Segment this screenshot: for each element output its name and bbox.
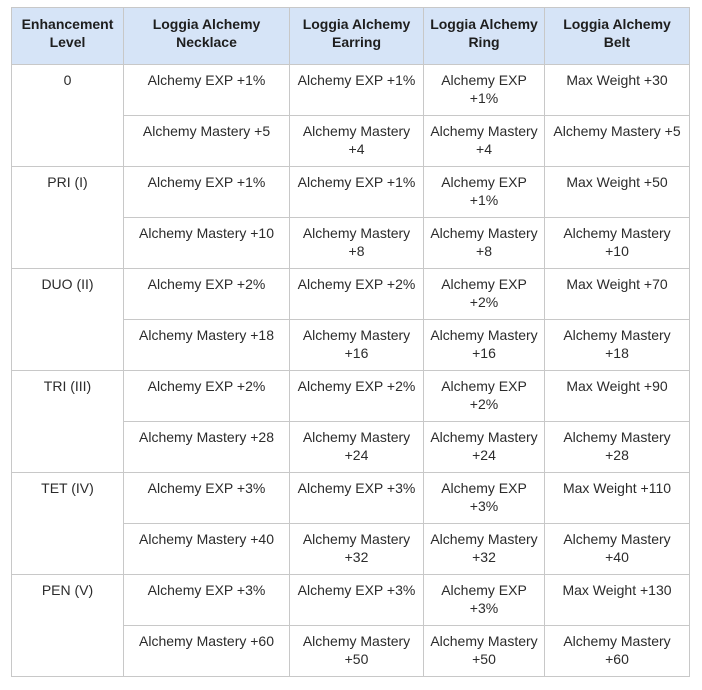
table-row — [12, 473, 690, 524]
ring-stat-cell: Alchemy Mastery +16 — [424, 320, 545, 371]
earring-stat-cell: Alchemy Mastery +50 — [290, 626, 424, 677]
necklace-stat-cell: Alchemy EXP +3% — [124, 575, 290, 626]
necklace-stat-cell: Alchemy Mastery +18 — [124, 320, 290, 371]
header-earring: Loggia Alchemy Earring — [290, 8, 424, 65]
belt-stat-cell: Max Weight +130 — [545, 575, 690, 626]
belt-stat-cell: Alchemy Mastery +40 — [545, 524, 690, 575]
ring-stat-cell: Alchemy Mastery +50 — [424, 626, 545, 677]
belt-stat-cell: Alchemy Mastery +5 — [545, 116, 690, 167]
enhancement-level-cell: TET (IV) — [12, 473, 124, 575]
earring-stat-cell: Alchemy Mastery +24 — [290, 422, 424, 473]
ring-stat-cell: Alchemy EXP +3% — [424, 473, 545, 524]
belt-stat-cell: Alchemy Mastery +10 — [545, 218, 690, 269]
table-row — [12, 575, 690, 626]
ring-stat-cell: Alchemy EXP +3% — [424, 575, 545, 626]
necklace-stat-cell: Alchemy Mastery +10 — [124, 218, 290, 269]
enhancement-table — [11, 7, 690, 677]
table-row — [12, 167, 690, 218]
earring-stat-cell: Alchemy EXP +1% — [290, 167, 424, 218]
belt-stat-cell: Max Weight +50 — [545, 167, 690, 218]
header-necklace: Loggia Alchemy Necklace — [124, 8, 290, 65]
necklace-stat-cell: Alchemy EXP +2% — [124, 269, 290, 320]
ring-stat-cell: Alchemy Mastery +4 — [424, 116, 545, 167]
enhancement-level-cell: DUO (II) — [12, 269, 124, 371]
belt-stat-cell: Max Weight +30 — [545, 65, 690, 116]
necklace-stat-cell: Alchemy EXP +1% — [124, 65, 290, 116]
table-row — [12, 371, 690, 422]
belt-stat-cell: Max Weight +70 — [545, 269, 690, 320]
ring-stat-cell: Alchemy EXP +2% — [424, 269, 545, 320]
header-enhancement-level: Enhancement Level — [12, 8, 124, 65]
necklace-stat-cell: Alchemy Mastery +28 — [124, 422, 290, 473]
enhancement-level-cell: 0 — [12, 65, 124, 167]
earring-stat-cell: Alchemy EXP +3% — [290, 473, 424, 524]
necklace-stat-cell: Alchemy EXP +2% — [124, 371, 290, 422]
enhancement-level-cell: PRI (I) — [12, 167, 124, 269]
earring-stat-cell: Alchemy Mastery +32 — [290, 524, 424, 575]
ring-stat-cell: Alchemy Mastery +24 — [424, 422, 545, 473]
earring-stat-cell: Alchemy Mastery +16 — [290, 320, 424, 371]
necklace-stat-cell: Alchemy EXP +1% — [124, 167, 290, 218]
table-header — [12, 8, 690, 65]
belt-stat-cell: Alchemy Mastery +60 — [545, 626, 690, 677]
belt-stat-cell: Alchemy Mastery +18 — [545, 320, 690, 371]
belt-stat-cell: Alchemy Mastery +28 — [545, 422, 690, 473]
earring-stat-cell: Alchemy EXP +1% — [290, 65, 424, 116]
table-row — [12, 269, 690, 320]
enhancement-level-cell: TRI (III) — [12, 371, 124, 473]
header-row — [12, 8, 690, 65]
necklace-stat-cell: Alchemy EXP +3% — [124, 473, 290, 524]
earring-stat-cell: Alchemy EXP +2% — [290, 269, 424, 320]
ring-stat-cell: Alchemy Mastery +32 — [424, 524, 545, 575]
header-ring: Loggia Alchemy Ring — [424, 8, 545, 65]
enhancement-level-cell: PEN (V) — [12, 575, 124, 677]
table-body — [12, 65, 690, 677]
earring-stat-cell: Alchemy EXP +3% — [290, 575, 424, 626]
belt-stat-cell: Max Weight +90 — [545, 371, 690, 422]
belt-stat-cell: Max Weight +110 — [545, 473, 690, 524]
necklace-stat-cell: Alchemy Mastery +40 — [124, 524, 290, 575]
ring-stat-cell: Alchemy EXP +2% — [424, 371, 545, 422]
necklace-stat-cell: Alchemy Mastery +5 — [124, 116, 290, 167]
ring-stat-cell: Alchemy EXP +1% — [424, 167, 545, 218]
table-row — [12, 65, 690, 116]
ring-stat-cell: Alchemy EXP +1% — [424, 65, 545, 116]
ring-stat-cell: Alchemy Mastery +8 — [424, 218, 545, 269]
header-belt: Loggia Alchemy Belt — [545, 8, 690, 65]
earring-stat-cell: Alchemy Mastery +4 — [290, 116, 424, 167]
earring-stat-cell: Alchemy Mastery +8 — [290, 218, 424, 269]
necklace-stat-cell: Alchemy Mastery +60 — [124, 626, 290, 677]
earring-stat-cell: Alchemy EXP +2% — [290, 371, 424, 422]
